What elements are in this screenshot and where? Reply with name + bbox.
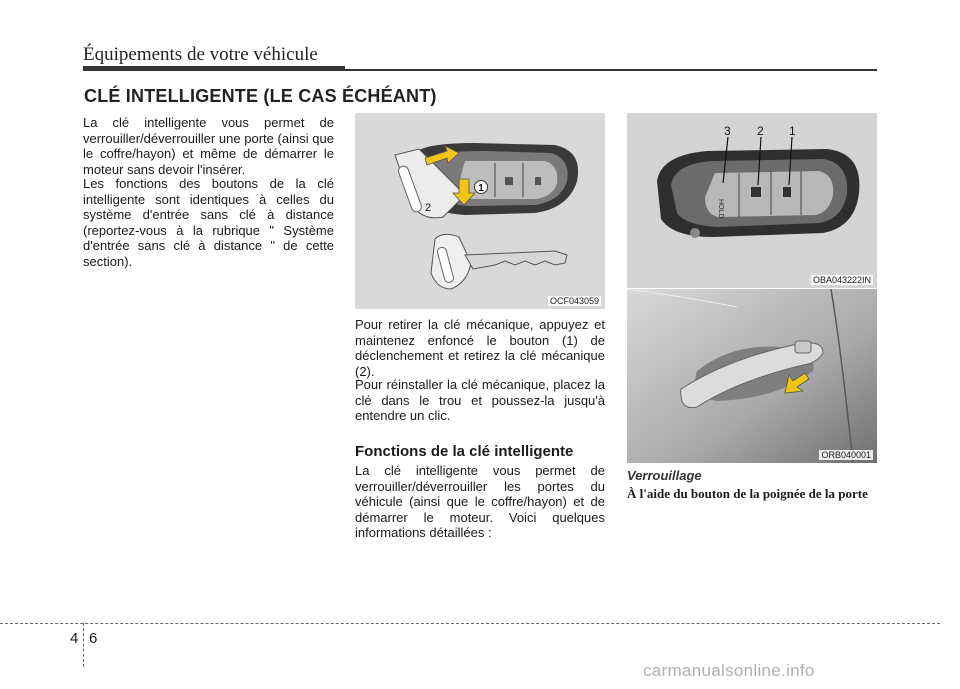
reinstall-key-paragraph: Pour réinstaller la clé mécanique, placez la clé dans le trou et poussez-la jusqu'à entendre un clic. (355, 377, 605, 424)
locking-caption-title: Verrouillage (627, 468, 702, 483)
watermark: carmanualsonline.info (643, 661, 815, 680)
figure-key-fob (627, 113, 877, 288)
page-number: 6 (89, 630, 98, 647)
footer-rule (0, 623, 940, 624)
functions-paragraph: La clé intelligente vous permet de verrouiller/déverrouiller les portes du véhicule (ainsi que le coffre/hayon) et de démarrer le moteur. Voici quelques informations détaillées : (355, 463, 605, 541)
intro-paragraph: La clé intelligente vous permet de verrouiller/déverrouiller une porte (ainsi que le coffre/hayon) et même de démarrer le moteur sans devoir l'insérer. (83, 115, 334, 177)
functions-subheading: Fonctions de la clé intelligente (355, 443, 574, 460)
door-handle-illustration (627, 289, 877, 463)
svg-text:HOLD: HOLD (717, 199, 724, 219)
callout-2: 2 (757, 124, 764, 138)
figure-mechanical-key (355, 113, 605, 309)
chapter-title: Équipements de votre véhicule (83, 44, 318, 65)
figure-door-handle (627, 289, 877, 463)
callout-2: 2 (425, 202, 432, 214)
mechanical-key-illustration (355, 113, 605, 309)
section-title: CLÉ INTELLIGENTE (LE CAS ÉCHÉANT) (84, 86, 437, 106)
remove-key-paragraph: Pour retirer la clé mécanique, appuyez et maintenez enfoncé le bouton (1) de déclenchement et retirez la clé mécanique (2). (355, 317, 605, 379)
callout-3: 3 (724, 124, 731, 138)
locking-caption-text: À l'aide du bouton de la poignée de la porte (627, 486, 868, 501)
figure-label: ORB040001 (821, 450, 871, 460)
header-rule (345, 69, 877, 71)
callout-1: 1 (789, 124, 796, 138)
figure-label: OCF043059 (549, 296, 599, 306)
key-fob-illustration (627, 113, 877, 288)
chapter-number: 4 (70, 630, 79, 647)
callout-1: 1 (478, 183, 484, 194)
header-bar (83, 66, 345, 71)
footer-divider (83, 623, 84, 667)
buttons-paragraph: Les fonctions des boutons de la clé intelligente sont identiques à celles du système d'entrée sans clé à distance (reportez-vous à la rubrique " Système d'entrée sans clé à distance " de cette section). (83, 176, 334, 269)
figure-label: OBA043222IN (812, 275, 871, 285)
